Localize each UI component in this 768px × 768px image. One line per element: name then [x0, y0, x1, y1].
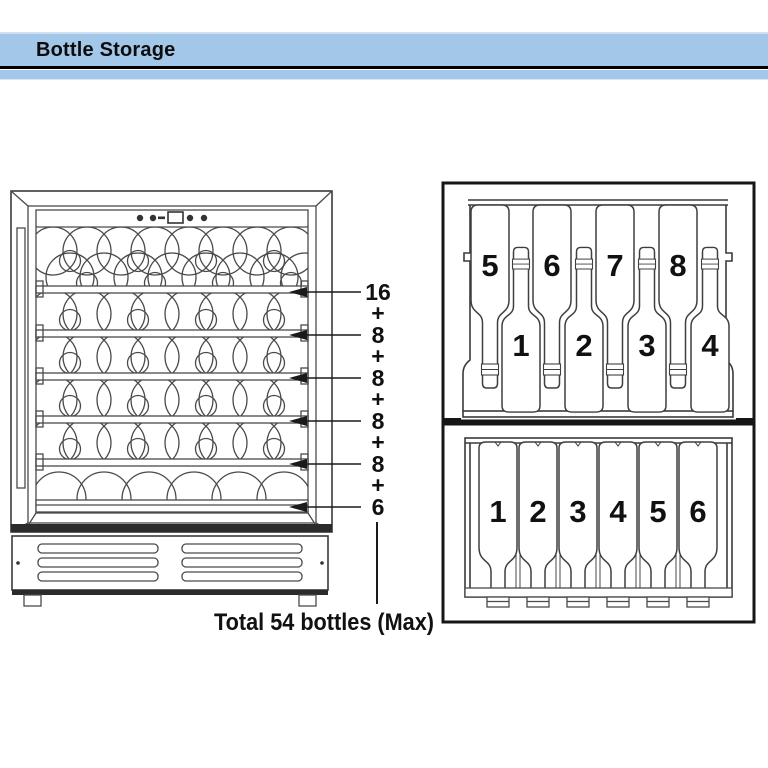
control-panel [36, 212, 308, 227]
bottle-number: 4 [701, 328, 719, 363]
button-icon [137, 215, 143, 221]
foot [299, 595, 316, 606]
bottle-number: 5 [481, 248, 499, 283]
door-bottom-edge [11, 524, 332, 532]
plus-sign: + [371, 343, 385, 369]
display-icon [168, 212, 183, 223]
vent-grille [38, 544, 302, 581]
minus-icon [158, 217, 165, 220]
bottle-number: 6 [689, 494, 707, 529]
shelf-count-label: 8 [371, 408, 385, 434]
plus-sign: + [371, 429, 385, 455]
shelf-row-6 [32, 472, 311, 526]
bottle-number: 7 [606, 248, 624, 283]
page-title: Bottle Storage [36, 38, 176, 61]
bottle-number: 8 [669, 248, 687, 283]
screw-dot [320, 561, 324, 565]
bottle-number: 1 [489, 494, 507, 529]
plus-sign: + [371, 300, 385, 326]
bottle-number: 6 [543, 248, 561, 283]
button-icon [201, 215, 207, 221]
control-panel-icons [137, 212, 207, 223]
plus-sign: + [371, 472, 385, 498]
bottle-number: 4 [609, 494, 627, 529]
bottle-number: 1 [512, 328, 530, 363]
bottle-number: 3 [638, 328, 656, 363]
button-icon [150, 215, 156, 221]
foot [24, 595, 41, 606]
screw-dot [16, 561, 20, 565]
lower-shelf-top-view [443, 424, 754, 622]
shelf-count-label: 8 [371, 322, 385, 348]
bottle-number: 3 [569, 494, 587, 529]
plus-sign: + [371, 386, 385, 412]
leader-lines [289, 287, 361, 512]
shelf-count-label: 8 [371, 451, 385, 477]
shelf-count-label: 6 [371, 494, 385, 520]
button-icon [187, 215, 193, 221]
bottle-number: 2 [575, 328, 593, 363]
total-capacity-label: Total 54 bottles (Max) [214, 609, 434, 636]
bottle-number: 2 [529, 494, 547, 529]
bottom-rail [465, 588, 732, 597]
bottle-number: 5 [649, 494, 667, 529]
wine-cooler-front-view [11, 191, 332, 606]
shelf-count-label: 16 [365, 279, 391, 305]
shelf-count-label: 8 [371, 365, 385, 391]
base-plinth [12, 536, 328, 606]
door-handle [17, 228, 25, 488]
upper-shelf-top-view [443, 183, 754, 421]
